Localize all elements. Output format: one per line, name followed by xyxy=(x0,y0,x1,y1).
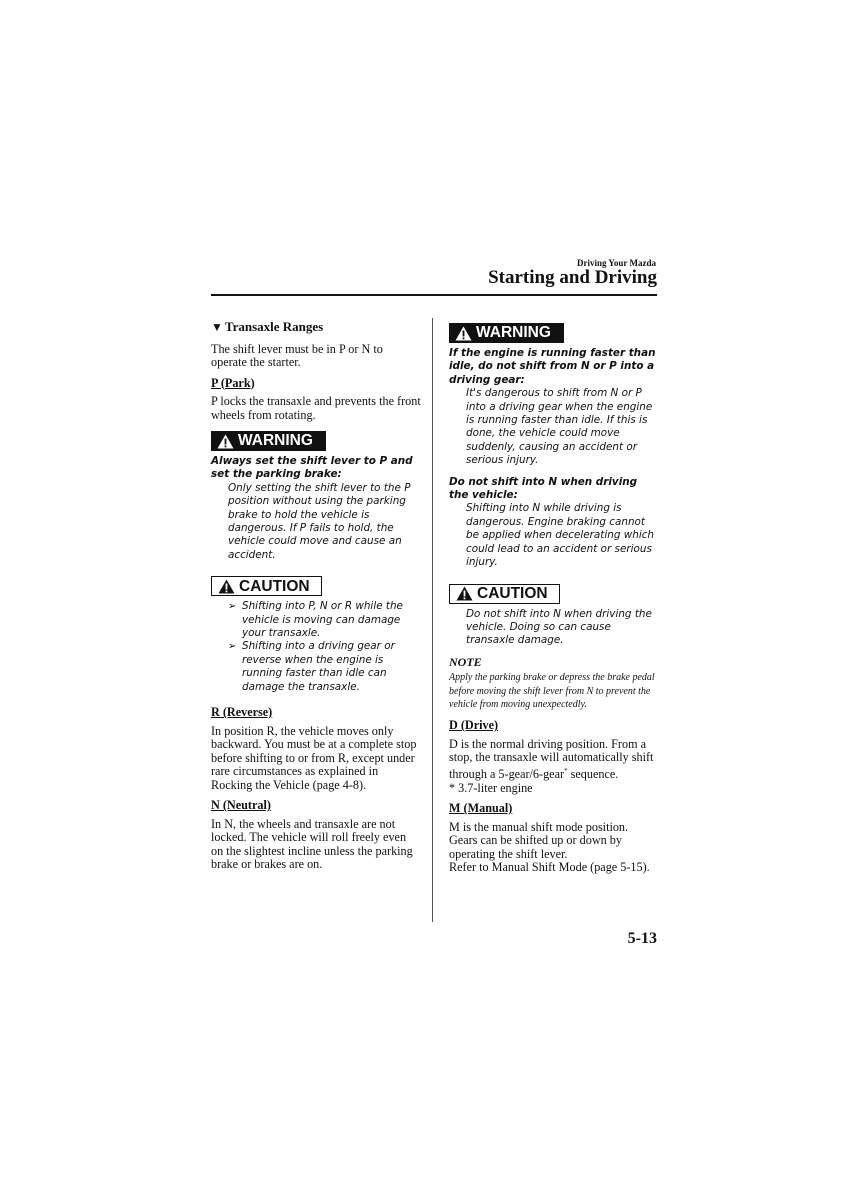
warning-badge: WARNING xyxy=(449,323,564,343)
manual-reference: Refer to Manual Shift Mode (page 5-15). xyxy=(449,860,650,874)
neutral-title: N (Neutral) xyxy=(211,798,271,813)
caution-text: Do not shift into N when driving the vehicle. Doing so can cause transaxle damage. xyxy=(466,607,652,647)
down-triangle-icon: ▼ xyxy=(211,320,223,334)
page-number: 5-13 xyxy=(627,930,657,947)
warning-neutral-title: Do not shift into N when driving the vehicle: xyxy=(449,475,638,502)
transaxle-ranges-heading: ▼ Transaxle Ranges xyxy=(211,319,324,334)
reverse-text: In position R, the vehicle moves only backward. You must be at a complete stop before shifting to or from R, except under rare circumstances as explained in Rocking the Vehicle (page 4-8). xyxy=(211,723,417,792)
drive-title: D (Drive) xyxy=(449,718,499,733)
warning-triangle-icon xyxy=(455,326,472,341)
arrow-bullet-icon: ➢ xyxy=(228,601,237,613)
chapter-title: Driving Your Mazda xyxy=(576,258,656,268)
right-column xyxy=(449,323,659,875)
column-divider xyxy=(432,318,433,922)
neutral-text: In N, the wheels and transaxle are not locked. The vehicle will roll freely even on the slightest incline unless the parking brake or brakes are on. xyxy=(211,816,413,872)
warning-badge: WARNING xyxy=(211,431,326,451)
warning1-title: Always set the shift lever to P and set the parking brake: xyxy=(211,455,413,481)
header-rule xyxy=(211,294,657,296)
caution-list xyxy=(211,600,421,694)
warning-idle-title: If the engine is running faster than idle, do not shift from N or P into a driving gear: xyxy=(449,347,656,386)
arrow-bullet-icon: ➢ xyxy=(228,641,237,653)
reverse-title: R (Reverse) xyxy=(211,705,273,720)
park-title: P (Park) xyxy=(211,375,255,390)
caution-badge: CAUTION xyxy=(211,576,322,596)
drive-text: D is the normal driving position. From a stop, the transaxle will automatically shift through a 5-gear/6-gear* sequence. xyxy=(449,736,654,781)
list-item: ➢ Shifting into a driving gear or reverse when the engine is running faster than idle can damage the transaxle. xyxy=(228,640,395,693)
left-column xyxy=(211,320,421,879)
manual-title: M (Manual) xyxy=(449,801,513,815)
note-text: Apply the parking brake or depress the brake pedal before moving the shift lever from N to prevent the vehicle from moving unexpectedly. xyxy=(449,672,655,711)
note-title: NOTE xyxy=(449,654,482,669)
drive-footnote: * 3.7-liter engine xyxy=(449,780,533,795)
warning-neutral-text: Shifting into N while driving is dangerous. Engine braking cannot be applied when decelerating which could lead to an accident or serious injury. xyxy=(466,502,655,569)
warning-idle-text: It's dangerous to shift from N or P into a driving gear when the engine is running faster than idle. If this is done, the vehicle could move suddenly, causing an accident or serious injury. xyxy=(466,387,653,467)
list-item: ➢ Shifting into P, N or R while the vehicle is moving can damage your transaxle. xyxy=(228,600,403,640)
park-text: P locks the transaxle and prevents the front wheels from rotating. xyxy=(211,394,421,422)
intro-text: The shift lever must be in P or N to operate the starter. xyxy=(211,341,383,369)
manual-text: M is the manual shift mode position. Gears can be shifted up or down by operating the shift lever. xyxy=(449,819,629,861)
warning-triangle-icon xyxy=(217,434,234,449)
caution-badge: CAUTION xyxy=(449,584,560,604)
warning1-text: Only setting the shift lever to the P position without using the parking brake to hold the vehicle is dangerous. If P fails to hold, the vehicle could move and cause an accident. xyxy=(228,481,411,561)
section-title: Starting and Driving xyxy=(488,267,657,288)
warning-triangle-icon xyxy=(456,586,473,601)
warning-triangle-icon xyxy=(218,579,235,594)
